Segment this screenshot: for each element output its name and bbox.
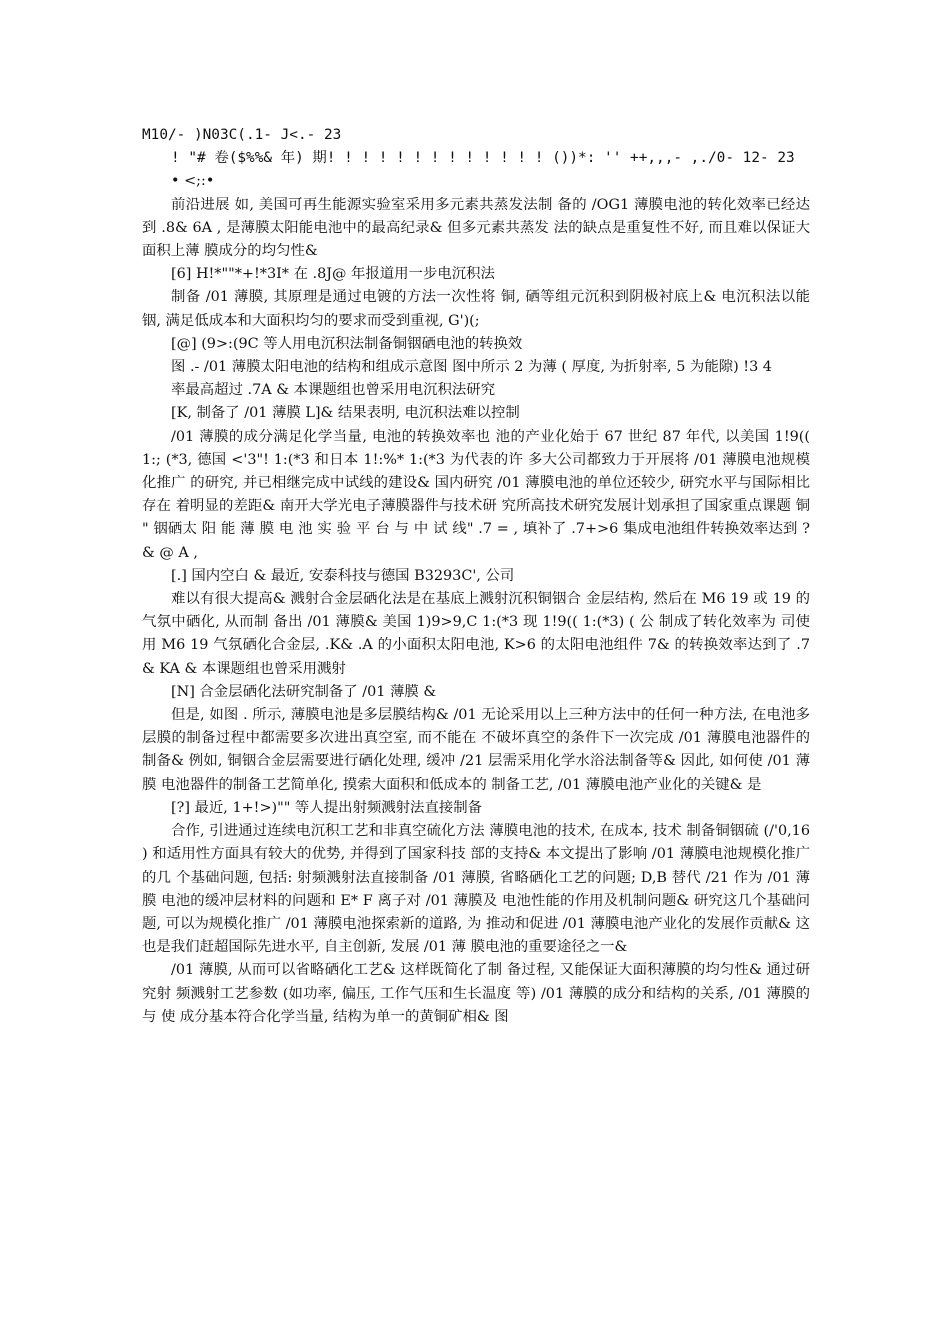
paragraph-14: [N] 合金层硒化法研究制备了 /01 薄膜 & — [171, 683, 437, 700]
paragraph-3: • <;:• — [171, 173, 215, 190]
paragraph-4: 前沿进展 如, 美国可再生能源实验室采用多元素共蒸发法制 备的 /OG1 薄膜电池的转化效率已经达到 .8& 6A , 是薄膜太阳能电池中的最高纪录& 但多元素共蒸发 法的缺点是重复性不好, 而且难以保证大面积上薄 膜成分的均匀性& — [142, 196, 810, 260]
paragraph-6: 制备 /01 薄膜, 其原理是通过电镀的方法一次性将 铜, 硒等组元沉积到阴极衬底上& 电沉积法以能 铟, 满足低成本和大面积均匀的要求而受到重视, G')(; — [142, 289, 810, 329]
document-page — [142, 124, 810, 1029]
paragraph-9: 率最高超过 .7A & 本课题组也曾采用电沉积法研究 — [171, 382, 496, 399]
paragraph-2: ! "# 卷($%%& 年) 期! ! ! ! ! ! ! ! ! ! ! ! ! ())*: '' ++,,,- ,./0- 12- 23 — [171, 150, 795, 167]
paragraph-10: [K, 制备了 /01 薄膜 L]& 结果表明, 电沉积法难以控制 — [171, 405, 520, 422]
paragraph-11: /01 薄膜的成分满足化学当量, 电池的转换效率也 池的产业化始于 67 世纪 87 年代, 以美国 1!9(( 1:; (*3, 德国 <'3"! 1:(*3 和日本 1!:%* 1:(*3 为代表的许 多大公司都致力于开展将 /01 薄膜电池规模化推广 的研究, 并已相继完成中试线的建设& 国内研究 /01 薄膜电池的单位还较少, 研究水平与国际相比存在 着明显的差距& 南开大学光电子薄膜器件与技术研 究所高技术研究发展计划承担了国家重点课题 铜 " 铟硒太 阳 能 薄 膜 电 池 实 验 平 台 与 中 试 线" .7 = , 填补了 .7+>6 集成电池组件转换效率达到 ?& @ A , — [142, 428, 810, 561]
paragraph-18: /01 薄膜, 从而可以省略硒化工艺& 这样既简化了制 备过程, 又能保证大面积薄膜的均匀性& 通过研究射 频溅射工艺参数 (如功率, 偏压, 工作气压和生长温度 等) /01 薄膜的成分和结构的关系, /01 薄膜的 与 使 成分基本符合化学当量, 结构为单一的黄铜矿相& 图 — [142, 962, 810, 1025]
paragraph-16: [?] 最近, 1+!>)"" 等人提出射频溅射法直接制备 — [171, 799, 483, 816]
paragraph-17: 合作, 引进通过连续电沉积工艺和非真空硫化方法 薄膜电池的技术, 在成本, 技术 制备铜铟硫 (/'0,16 ) 和适用性方面具有较大的优势, 并得到了国家科技 部的支持& 本文提出了影响 /01 薄膜电池规模化推广的几 个基础问题, 包括: 射频溅射法直接制备 /01 薄膜, 省略硒化工艺的问题; D,B 替代 /21 作为 /01 薄膜 电池的缓冲层材料的问题和 E* F 离子对 /01 薄膜及 电池性能的作用及机制问题& 研究这几个基础问题, 可以为规模化推广 /01 薄膜电池探索新的道路, 为 推动和促进 /01 薄膜电池产业化的发展作贡献& 这 也是我们赶超国际先进水平, 自主创新, 发展 /01 薄 膜电池的重要途径之一& — [142, 823, 810, 956]
paragraph-12: [.] 国内空白 & 最近, 安泰科技与德国 B3293C', 公司 — [171, 567, 515, 584]
paragraph-5: [6] H!*""*+!*3I* 在 .8J@ 年报道用一步电沉积法 — [171, 266, 495, 283]
paragraph-1: M10/- )N03C(.1- J<.- 23 — [142, 127, 342, 143]
paragraph-8: 图 .- /01 薄膜太阳电池的结构和组成示意图 图中所示 2 为薄 ( 厚度, 为折射率, 5 为能隙) !3 4 — [171, 359, 772, 376]
paragraph-13: 难以有很大提高& 溅射合金层硒化法是在基底上溅射沉积铜铟合 金层结构, 然后在 M6 19 或 19 的气氛中硒化, 从而制 备出 /01 薄膜& 美国 1)9>9,C 1:(*3 现 1!9(( 1:(*3) ( 公 制成了转化效率为 司使用 M6 19 气氛硒化合金层, .K& .A 的小面积太阳电池, K>6 的太阳电池组件 7& 的转换效率达到了 .7& KA & 本课题组也曾采用溅射 — [142, 591, 810, 677]
paragraph-15: 但是, 如图 . 所示, 薄膜电池是多层膜结构& /01 无论采用以上三种方法中的任何一种方法, 在电池多 层膜的制备过程中都需要多次进出真空室, 而不能在 不破坏真空的条件下一次完成 /01 薄膜电池器件的 制备& 例如, 铜铟合金层需要进行硒化处理, 缓冲 /21 层需采用化学水浴法制备等& 因此, 如何使 /01 薄膜 电池器件的制备工艺简单化, 摸索大面积和低成本的 制备工艺, /01 薄膜电池产业化的关键& 是 — [142, 707, 810, 793]
paragraph-7: [@] (9>:(9C 等人用电沉积法制备铜铟硒电池的转换效 — [171, 335, 523, 352]
